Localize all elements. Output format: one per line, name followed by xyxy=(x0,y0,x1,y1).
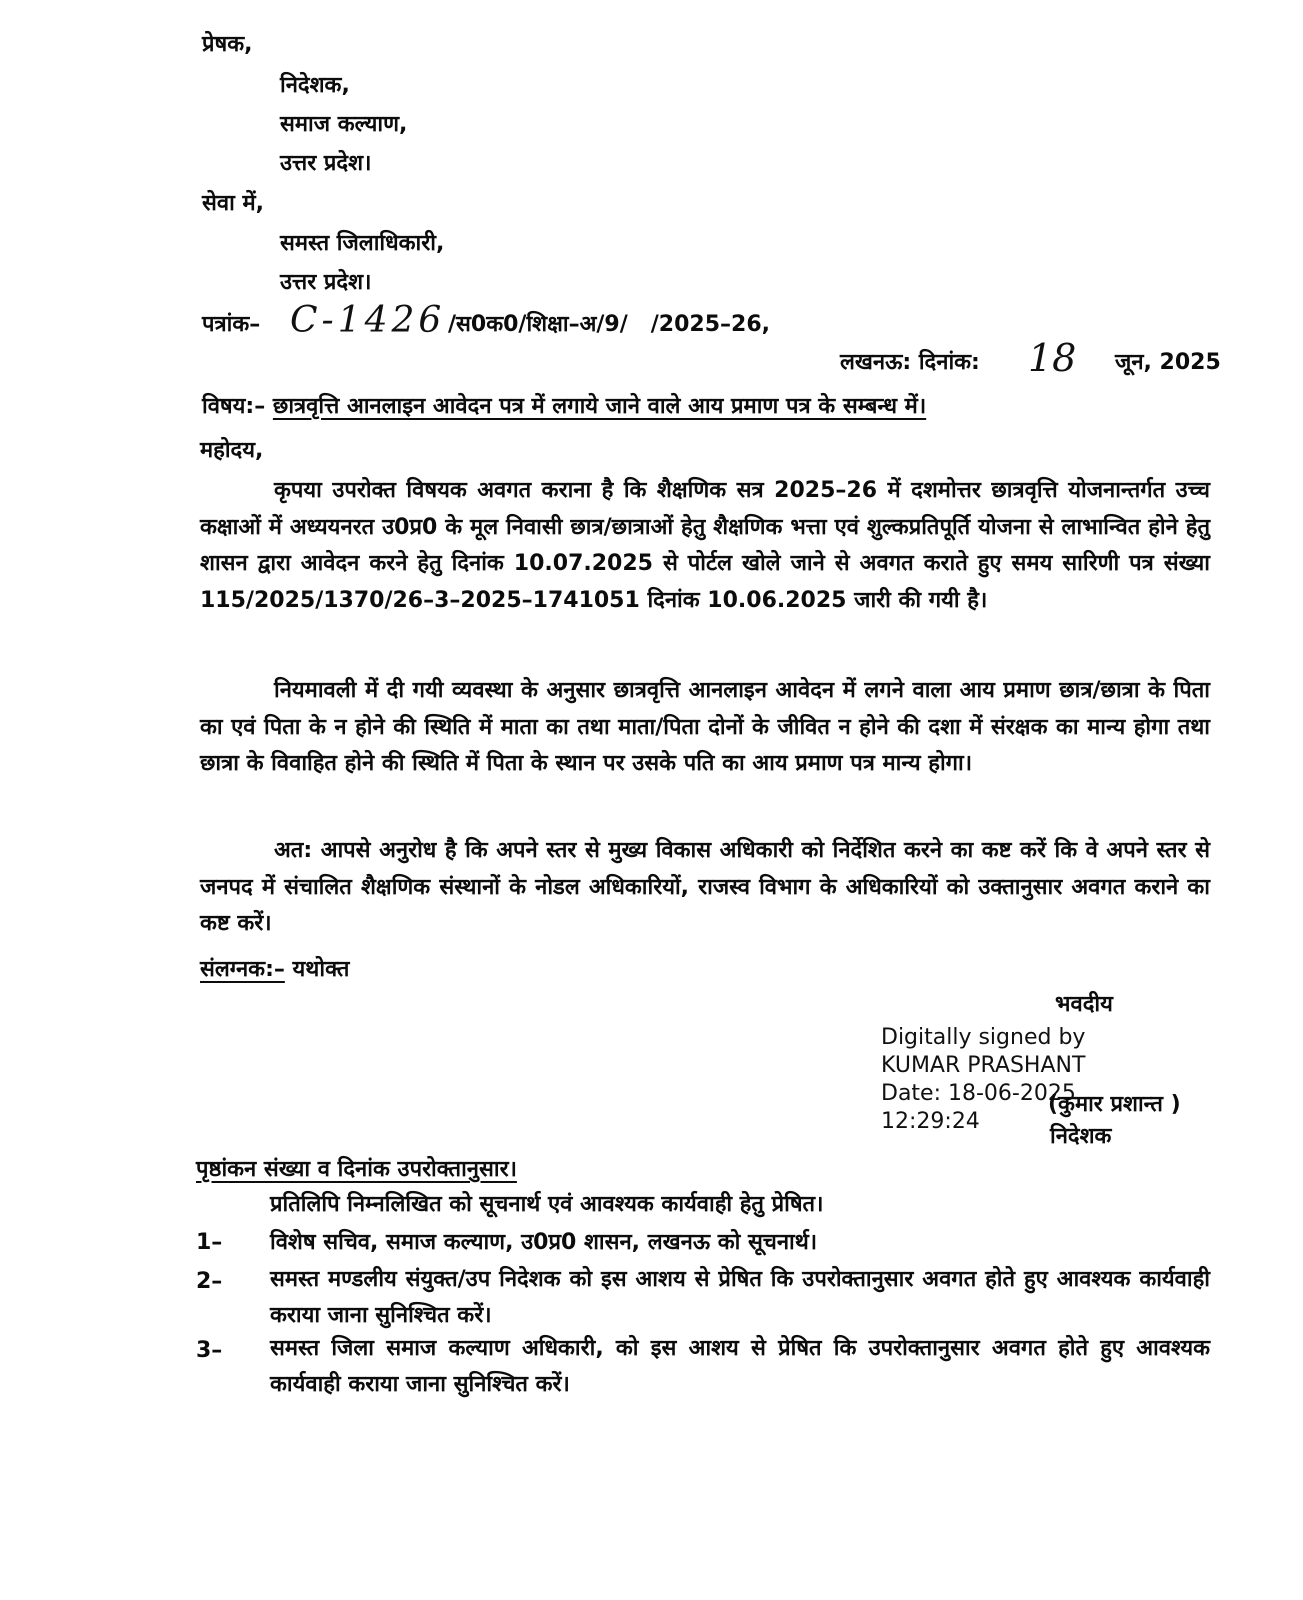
signature-line-1: Digitally signed by xyxy=(881,1025,1086,1050)
signature-line-2: KUMAR PRASHANT xyxy=(881,1053,1086,1078)
signature-line-3: Date: 18-06-2025 xyxy=(881,1081,1076,1106)
body-paragraph-2: नियमावली में दी गयी व्यवस्था के अनुसार छात्रवृत्ति आनलाइन आवेदन में लगने वाला आय प्रमाण छात्र/छात्रा के पिता का एवं पिता के न होने की स्थिति में माता का तथा माता/पिता दोनों के जीवित न होने की दशा में संरक्षक का मान्य होगा तथा छात्रा के विवाहित होने की स्थिति में पिता के स्थान पर उसके पति का आय प्रमाण पत्र मान्य होगा। xyxy=(200,678,1210,776)
handwritten-date-day: 18 xyxy=(1028,336,1077,380)
endorsement-intro: प्रतिलिपि निम्नलिखित को सूचनार्थ एवं आवश्यक कार्यवाही हेतु प्रेषित। xyxy=(270,1192,824,1217)
enclosure-text: यथोक्त xyxy=(292,957,350,982)
body-paragraph-3: अत: आपसे अनुरोध है कि अपने स्तर से मुख्य विकास अधिकारी को निर्देशित करने का कष्ट करें कि वे अपने स्तर से जनपद में संचालित शैक्षणिक संस्थानों के नोडल अधिकारियों, राजस्व विभाग के अधिकारियों को उक्तानुसार अवगत कराने का कष्ट करें। xyxy=(200,838,1210,936)
reference-suffix: /स0क0/शिक्षा–अ/9/ /2025–26, xyxy=(448,312,770,337)
recipient-designation: समस्त जिलाधिकारी, xyxy=(280,231,445,256)
subject-text: छात्रवृत्ति आनलाइन आवेदन पत्र में लगाये जाने वाले आय प्रमाण पत्र के सम्बन्ध में। xyxy=(272,394,927,419)
sender-department: समाज कल्याण, xyxy=(280,112,408,137)
body-paragraph-1: कृपया उपरोक्त विषयक अवगत कराना है कि शैक्षणिक सत्र 2025–26 में दशमोत्तर छात्रवृत्ति योजनान्तर्गत उच्च कक्षाओं में अध्ययनरत उ0प्र0 के मूल निवासी छात्र/छात्राओं हेतु शैक्षणिक भत्ता एवं शुल्कप्रतिपूर्ति योजना से लाभान्वित होने हेतु शासन द्वारा आवेदन करने हेतु दिनांक 10.07.2025 से पोर्टल खोले जाने से अवगत कराते हुए समय सारिणी पत्र संख्या 115/2025/1370/26–3–2025–1741051 दिनांक 10.06.2025 जारी की गयी है। xyxy=(200,478,1210,613)
signatory-designation: निदेशक xyxy=(1050,1124,1112,1149)
subject-line xyxy=(202,392,926,422)
endorsement-item-2-number: 2– xyxy=(196,1269,223,1294)
subject-label: विषय:– xyxy=(202,394,266,419)
endorsement-item-3-number: 3– xyxy=(196,1338,223,1363)
sender-label: प्रेषक, xyxy=(202,32,253,57)
endorsement-heading: पृष्ठांकन संख्या व दिनांक उपरोक्तानुसार। xyxy=(196,1157,517,1182)
sender-designation: निदेशक, xyxy=(280,73,350,98)
enclosure-line xyxy=(200,955,349,985)
enclosure-label: संलग्नक:– xyxy=(200,957,285,982)
endorsement-item-3-text: समस्त जिला समाज कल्याण अधिकारी, को इस आशय से प्रेषित कि उपरोक्तानुसार अवगत होते हुए आवश्यक कार्यवाही कराया जाना सुनिश्चित करें। xyxy=(270,1336,1210,1397)
sender-state: उत्तर प्रदेश। xyxy=(280,151,372,176)
endorsement-item-1-text: विशेष सचिव, समाज कल्याण, उ0प्र0 शासन, लखनऊ को सूचनार्थ। xyxy=(270,1230,818,1255)
salutation: महोदय, xyxy=(200,438,264,463)
signatory-name: (कुमार प्रशान्त ) xyxy=(1048,1092,1181,1117)
recipient-label: सेवा में, xyxy=(202,191,264,216)
date-month-year: जून, 2025 xyxy=(1115,350,1221,375)
endorsement-item-1-number: 1– xyxy=(196,1230,223,1255)
endorsement-item-2-text: समस्त मण्डलीय संयुक्त/उप निदेशक को इस आशय से प्रेषित कि उपरोक्तानुसार अवगत होते हुए आवश्यक कार्यवाही कराया जाना सुनिश्चित करें। xyxy=(270,1267,1210,1328)
recipient-state: उत्तर प्रदेश। xyxy=(280,270,372,295)
closing: भवदीय xyxy=(1055,992,1113,1017)
handwritten-letter-number: C-1426 xyxy=(290,300,446,341)
signature-line-4: 12:29:24 xyxy=(881,1109,980,1134)
place-date-label: लखनऊ: दिनांक: xyxy=(840,350,980,375)
reference-label: पत्रांक– xyxy=(202,312,261,337)
